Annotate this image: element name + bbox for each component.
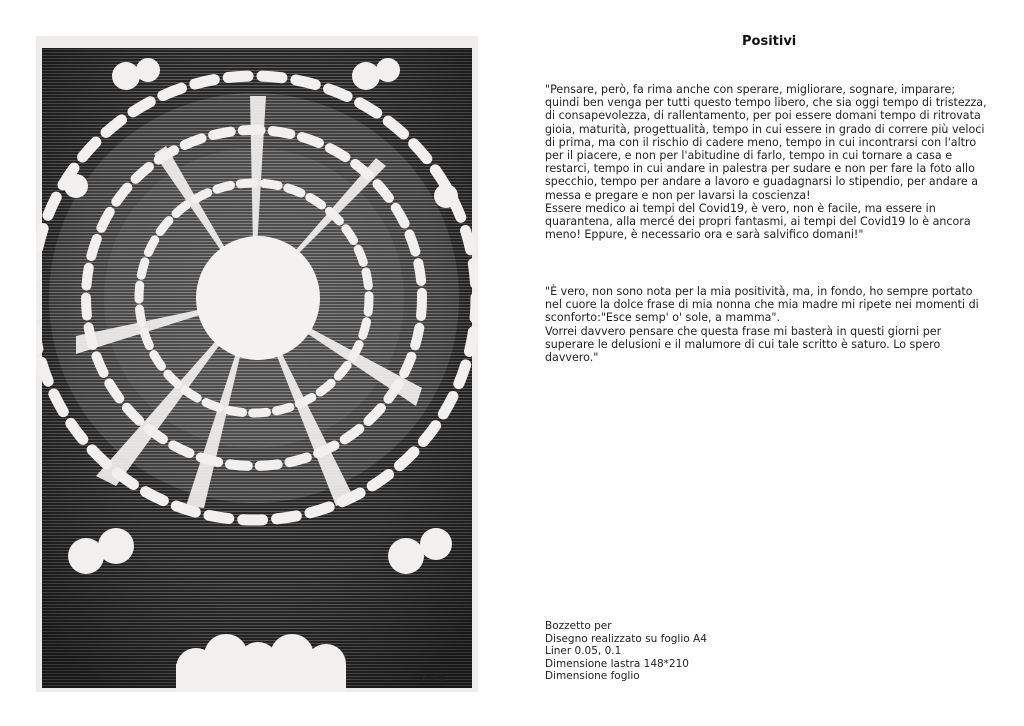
quote-paragraph-1-line: "Pensare, però, fa rima anche con sperare, migliorare, sognare, imparare; quindi ben venga per tutti questo tempo libero, che sia oggi tempo di tristezza, di consapevolezza, di rallentamento, per poi essere domani tempo di ritrovata gioia, maturità, progettualità, tempo in cui essere in grado di correre più veloci di prima, ma con il rischio di cadere meno, tempo in cui incontrarsi con l'altro per il piacere, e non per l'abitudine di farlo, tempo in cui tornare a casa e restarci, tempo in cui andare in palestra per sudare e non per fare la foto allo specchio, tempo per andare a lavoro e guadagnarsi lo stipendio, per andare a messa e pregare e non per lavarsi la coscienza! bbox=[545, 83, 987, 202]
artist-signature: Smrti bbox=[420, 674, 446, 684]
caption-line: Disegno realizzato su foglio A4 bbox=[545, 632, 707, 645]
caption-line: Dimensione foglio bbox=[545, 670, 640, 683]
artwork-caption bbox=[545, 620, 707, 683]
quote-paragraph-1 bbox=[545, 83, 991, 241]
artwork-drawing bbox=[36, 36, 478, 692]
sun-clouds-illustration bbox=[36, 36, 478, 692]
quote-paragraph-2-line: "È vero, non sono nota per la mia positività, ma, in fondo, ho sempre portato nel cuore la dolce frase di mia nonna che mia madre mi ripete nei momenti di sconforto:"Esce semp' o' sole, a mamma". bbox=[545, 285, 979, 325]
caption-line: Liner 0.05, 0.1 bbox=[545, 645, 622, 658]
page-title: Positivi bbox=[742, 34, 797, 49]
quote-paragraph-2-line: Vorrei davvero pensare che questa frase mi basterà in questi giorni per superare le delusioni e il malumore di cui tale scritto è saturo. Lo spero davvero." bbox=[545, 324, 942, 365]
caption-line: Bozzetto per bbox=[545, 620, 612, 632]
quote-paragraph-1-line: Essere medico ai tempi del Covid19, è vero, non è facile, ma essere in quarantena, alla mercé dei propri fantasmi, ai tempi del Covid19 lo è ancora meno! Eppure, è necessario ora e sarà salvifico domani!" bbox=[545, 201, 971, 242]
caption-line: Dimensione lastra 148*210 bbox=[545, 657, 689, 670]
quote-paragraph-2 bbox=[545, 285, 991, 364]
